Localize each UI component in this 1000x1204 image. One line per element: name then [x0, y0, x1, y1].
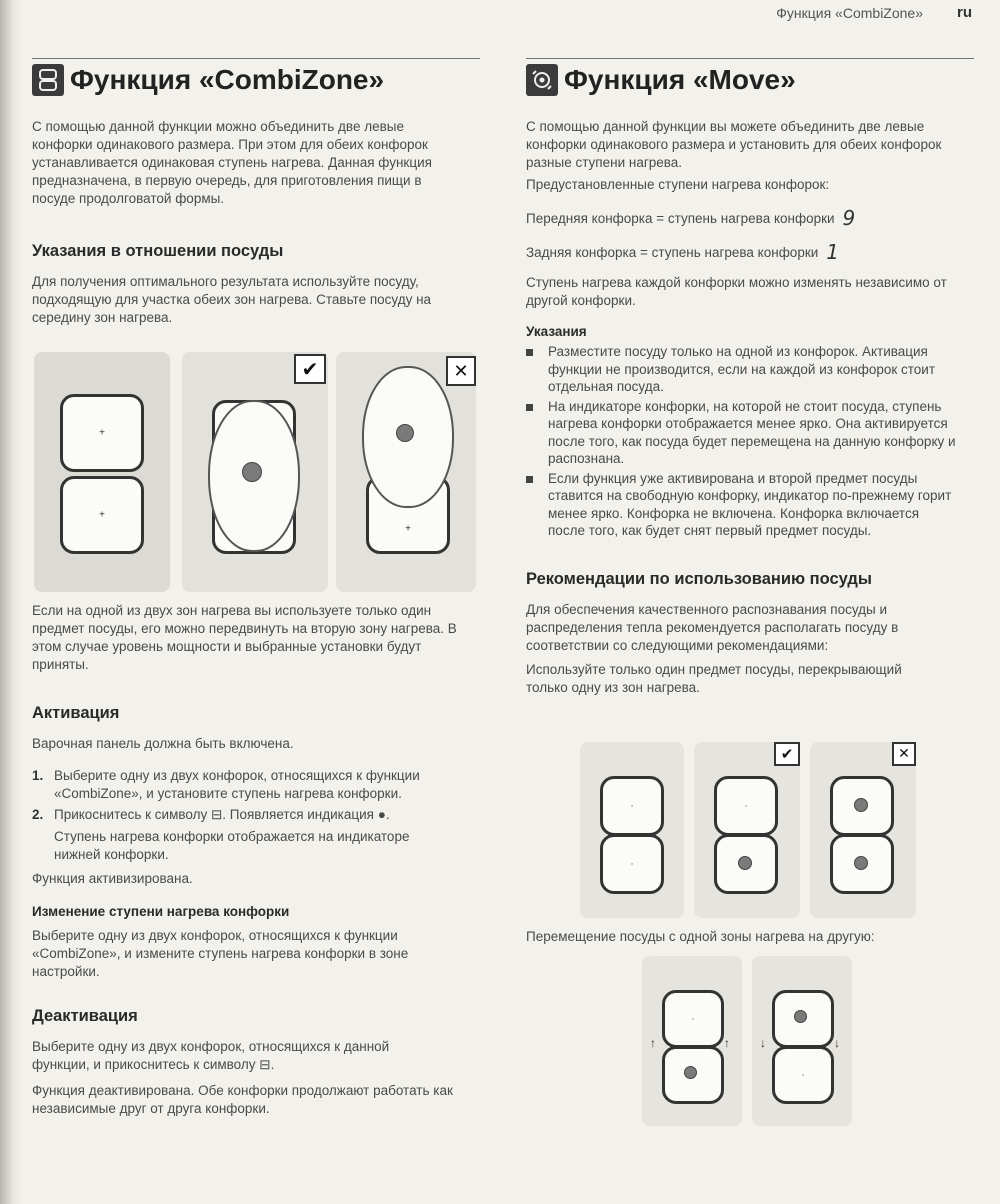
zone-front: · [772, 1046, 834, 1104]
header-rule-right [526, 58, 974, 59]
pot-dot [738, 856, 752, 870]
arrow-up-icon: ↑ [650, 1036, 656, 1050]
combizone-section [32, 60, 480, 333]
move-section [526, 60, 974, 703]
zone-front: + [60, 476, 144, 554]
running-header [776, 4, 972, 21]
move-title [526, 60, 974, 100]
figure-two-pots-wrong [810, 742, 916, 918]
language-code: ru [957, 4, 972, 21]
pot-dot [854, 798, 868, 812]
figure-two-zones [34, 352, 170, 592]
move-icon [526, 64, 558, 96]
cross-mark-icon: ✕ [892, 742, 916, 766]
check-mark-icon: ✔ [294, 354, 326, 384]
pot-center-dot [242, 462, 262, 482]
figure-move-down [752, 956, 852, 1126]
level-1-glyph: 1 [826, 240, 840, 264]
figure-note: Если на одной из двух зон нагрева вы используете только один предмет посуды, его можно передвинуть на вторую зону нагрева. В этом случае уровень мощности и выбранные установки будут приняты. [32, 603, 457, 672]
move-intro: С помощью данной функции вы можете объединить две левые конфорки одинакового размера и установить для обеих конфорок разные ступени нагрева. [526, 119, 942, 170]
pot-dot [794, 1010, 807, 1023]
notes-heading: Указания [526, 324, 587, 339]
note-item: На индикаторе конфорки, на которой не стоит посуда, ступень нагрева конфорки отображается менее ярко. Она активируется после того, как посуда будет перемещена на данную конфорку и распознана. [526, 398, 974, 468]
figure-empty-zones [580, 742, 684, 918]
preset-text: Предустановленные ступени нагрева конфорок: [526, 177, 830, 192]
deactivated-text: Функция деактивирована. Обе конфорки продолжают работать как независимые друг от друга конфорки. [32, 1083, 453, 1116]
note-item: Разместите посуду только на одной из конфорок. Активация функции не производится, если на каждой из конфорок стоит отдельная посуда. [526, 343, 974, 396]
combizone-title [32, 60, 480, 100]
cross-mark-icon: ✕ [446, 356, 476, 386]
cookware-heading: Указания в отношении посуды [32, 242, 284, 260]
recommendations-text-2: Используйте только один предмет посуды, перекрывающий только одну из зон нагрева. [526, 661, 902, 695]
recommendations-heading: Рекомендации по использованию посуды [526, 569, 872, 588]
notes-list [526, 343, 974, 540]
zone-front: · [600, 834, 664, 894]
running-title: Функция «CombiZone» [776, 4, 923, 21]
arrow-down-icon: ↓ [834, 1036, 840, 1050]
step-1: 1. Выберите одну из двух конфорок, относящихся к функции «CombiZone», и установите ступень нагрева конфорки. [32, 768, 420, 801]
page-binding-shadow [0, 0, 22, 1204]
pot-dot [854, 856, 868, 870]
zone-front: + [366, 476, 450, 554]
combizone-icon [32, 64, 64, 96]
level-9-glyph: 9 [842, 206, 856, 230]
pot-center-dot [396, 424, 414, 442]
combizone-intro: С помощью данной функции можно объединить две левые конфорки одинакового размера. При этом для обеих конфорок устанавливается одинаковая ступень нагрева. Данная функция предназначена, в первую очередь, для приготовления пищи в посуде продолговатой формы. [32, 119, 432, 206]
zone-rear: · [600, 776, 664, 836]
front-burner-line: Передняя конфорка = ступень нагрева конфорки 9 [526, 206, 856, 230]
activated-text: Функция активизирована. [32, 871, 193, 886]
step-2: 2. Прикоснитесь к символу ⊟. Появляется индикация ●. [32, 807, 390, 822]
note-item: Если функция уже активирована и второй предмет посуды ставится на свободную конфорку, индикатор по-прежнему горит менее ярко. Конфорка не включена. Конфорка включается после того, как будет снят первый предмет посуды. [526, 470, 974, 540]
combizone-title-text: Функция «CombiZone» [70, 64, 385, 95]
figure-move-up [642, 956, 742, 1126]
independent-text: Ступень нагрева каждой конфорки можно изменять независимо от другой конфорки. [526, 275, 947, 308]
zone-rear: + [60, 394, 144, 472]
activation-pre: Варочная панель должна быть включена. [32, 736, 294, 751]
header-rule-left [32, 58, 480, 59]
activation-steps [32, 767, 480, 824]
recommendations-text: Для обеспечения качественного распознавания посуды и распределения тепла рекомендуется располагать посуду в соответствии со следующими рекомендациями: [526, 601, 899, 653]
rear-burner-line: Задняя конфорка = ступень нагрева конфорки 1 [526, 240, 840, 264]
zone-rear: · [662, 990, 724, 1048]
zone-rear: · [714, 776, 778, 836]
deactivation-text: Выберите одну из двух конфорок, относящихся к данной функции, и прикоснитесь к символу ⊟. [32, 1039, 390, 1072]
move-caption: Перемещение посуды с одной зоны нагрева на другую: [526, 929, 875, 944]
change-level-heading: Изменение ступени нагрева конфорки [32, 904, 290, 919]
arrow-down-icon: ↓ [760, 1036, 766, 1050]
pot-dot [684, 1066, 697, 1079]
cookware-text: Для получения оптимального результата используйте посуду, подходящую для участка обеих зон нагрева. Ставьте посуду на середину зон нагрева. [32, 274, 432, 325]
figure-correct-oval-pot [182, 352, 328, 592]
combizone-section-lower [32, 602, 480, 1124]
figure-single-pot-correct [694, 742, 800, 918]
activation-heading: Активация [32, 704, 120, 722]
step-note: Ступень нагрева конфорки отображается на индикаторе нижней конфорки. [54, 829, 410, 862]
figure-wrong-oval-pot [336, 352, 476, 592]
change-level-text: Выберите одну из двух конфорок, относящихся к функции «CombiZone», и измените ступень нагрева конфорки в зоне настройки. [32, 928, 409, 979]
check-mark-icon: ✔ [774, 742, 800, 766]
deactivation-heading: Деактивация [32, 1007, 138, 1025]
arrow-up-icon: ↑ [724, 1036, 730, 1050]
move-title-text: Функция «Move» [564, 64, 796, 95]
